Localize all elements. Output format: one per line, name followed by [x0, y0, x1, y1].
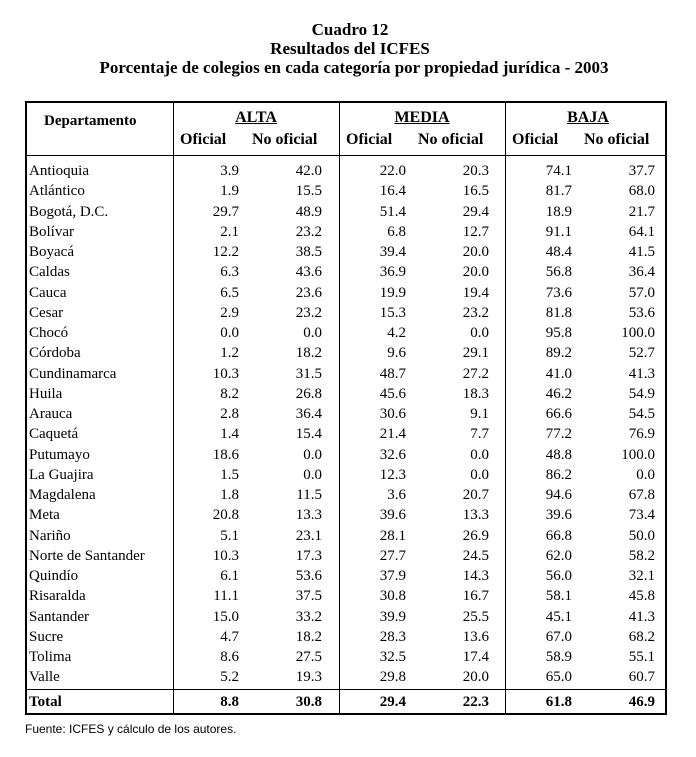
department-name: Cauca	[29, 284, 67, 301]
value-cell: 39.6	[379, 507, 406, 524]
value-cell: 9.1	[470, 406, 489, 422]
value-cell: 2.9	[220, 304, 239, 321]
value-cell: 45.8	[628, 588, 655, 605]
value-cell: 20.7	[462, 487, 489, 503]
value-cell: 16.4	[379, 183, 406, 200]
value-cell: 8.6	[220, 649, 239, 665]
value-cell: 28.3	[379, 628, 406, 645]
value-cell: 6.8	[387, 223, 406, 240]
value-cell: 1.9	[220, 183, 239, 200]
value-cell: 2.8	[220, 406, 239, 422]
value-cell: 62.0	[545, 547, 572, 564]
value-cell: 76.9	[628, 426, 655, 443]
value-cell: 42.0	[295, 163, 322, 179]
department-name: Atlántico	[29, 183, 85, 200]
value-cell: 65.0	[545, 669, 572, 686]
value-cell: 0.0	[470, 446, 489, 463]
value-cell: 26.8	[295, 385, 322, 402]
value-cell: 15.3	[379, 304, 406, 321]
value-cell: 68.2	[628, 628, 655, 645]
department-name: Chocó	[29, 325, 69, 341]
total-cell: 61.8	[545, 694, 572, 710]
value-cell: 0.0	[220, 325, 239, 341]
value-cell: 16.5	[462, 183, 489, 200]
value-cell: 26.9	[462, 527, 489, 544]
value-cell: 60.7	[628, 669, 655, 686]
table-row	[27, 384, 665, 404]
value-cell: 32.1	[628, 568, 655, 584]
value-cell: 64.1	[628, 223, 655, 240]
value-cell: 8.2	[220, 385, 239, 402]
value-cell: 19.9	[379, 284, 406, 301]
value-cell: 12.3	[379, 466, 406, 483]
value-cell: 81.7	[545, 183, 572, 200]
total-cell: 46.9	[628, 694, 655, 710]
value-cell: 15.0	[212, 608, 239, 625]
value-cell: 17.4	[462, 649, 489, 665]
value-cell: 25.5	[462, 608, 489, 625]
department-header: Departamento	[44, 113, 137, 129]
value-cell: 58.9	[545, 649, 572, 665]
table-title: Resultados del ICFES	[270, 39, 430, 58]
value-cell: 1.4	[220, 426, 239, 443]
value-cell: 20.0	[462, 669, 489, 686]
table-row	[27, 607, 665, 627]
value-cell: 37.5	[295, 588, 322, 605]
value-cell: 53.6	[628, 304, 655, 321]
value-cell: 73.4	[628, 507, 655, 524]
department-name: Tolima	[29, 649, 72, 665]
table-row	[27, 667, 665, 687]
table-subtitle: Porcentaje de colegios en cada categoría por propiedad jurídica - 2003	[99, 58, 609, 77]
department-name: Cundinamarca	[29, 365, 117, 382]
table-row	[27, 323, 665, 343]
value-cell: 48.9	[295, 203, 322, 220]
value-cell: 32.6	[379, 446, 406, 463]
value-cell: 20.3	[462, 163, 489, 179]
value-cell: 23.1	[295, 527, 322, 544]
table-row	[27, 343, 665, 363]
value-cell: 94.6	[545, 487, 572, 503]
value-cell: 51.4	[379, 203, 406, 220]
value-cell: 18.3	[462, 385, 489, 402]
table-row	[27, 181, 665, 201]
table-row	[27, 262, 665, 282]
value-cell: 27.7	[379, 547, 406, 564]
table-row	[27, 445, 665, 465]
value-cell: 5.2	[220, 669, 239, 686]
value-cell: 30.6	[379, 406, 406, 422]
value-cell: 21.7	[628, 203, 655, 220]
value-cell: 67.0	[545, 628, 572, 645]
header-separator	[27, 155, 665, 156]
table-row	[27, 242, 665, 262]
department-name: Meta	[29, 507, 60, 524]
table-body	[27, 161, 665, 688]
value-cell: 41.3	[628, 608, 655, 625]
alta-no-oficial-header: No oficial	[252, 131, 318, 148]
value-cell: 12.2	[212, 244, 239, 260]
value-cell: 11.1	[213, 588, 239, 605]
total-separator	[27, 689, 665, 690]
value-cell: 19.4	[462, 284, 489, 301]
value-cell: 52.7	[628, 345, 655, 362]
value-cell: 27.5	[295, 649, 322, 665]
value-cell: 81.8	[545, 304, 572, 321]
results-table	[25, 101, 667, 715]
value-cell: 95.8	[545, 325, 572, 341]
department-name: Valle	[29, 669, 60, 686]
table-row	[27, 627, 665, 647]
value-cell: 66.8	[545, 527, 572, 544]
value-cell: 18.9	[545, 203, 572, 220]
department-name: Nariño	[29, 527, 71, 544]
value-cell: 27.2	[462, 365, 489, 382]
total-cell: 29.4	[379, 694, 406, 710]
value-cell: 15.4	[295, 426, 322, 443]
value-cell: 16.7	[462, 588, 489, 605]
value-cell: 58.1	[545, 588, 572, 605]
department-name: Risaralda	[29, 588, 86, 605]
total-cell: 22.3	[462, 694, 489, 710]
department-name: Norte de Santander	[29, 547, 145, 564]
value-cell: 0.0	[470, 466, 489, 483]
value-cell: 24.5	[462, 547, 489, 564]
value-cell: 13.6	[462, 628, 489, 645]
group-alta-header: ALTA	[235, 109, 277, 126]
value-cell: 0.0	[303, 325, 322, 341]
total-row	[27, 691, 665, 713]
table-row	[27, 303, 665, 323]
value-cell: 77.2	[545, 426, 572, 443]
value-cell: 20.8	[212, 507, 239, 524]
department-name: Magdalena	[29, 487, 96, 503]
value-cell: 54.9	[628, 385, 655, 402]
alta-oficial-header: Oficial	[180, 131, 227, 148]
value-cell: 45.1	[545, 608, 572, 625]
value-cell: 23.2	[295, 223, 322, 240]
table-row	[27, 364, 665, 384]
table-row	[27, 161, 665, 181]
media-oficial-header: Oficial	[346, 131, 393, 148]
value-cell: 50.0	[628, 527, 655, 544]
value-cell: 23.6	[295, 284, 322, 301]
value-cell: 56.0	[545, 568, 572, 584]
department-name: Cesar	[29, 304, 64, 321]
value-cell: 86.2	[545, 466, 572, 483]
value-cell: 1.2	[220, 345, 239, 362]
value-cell: 0.0	[470, 325, 489, 341]
group-media-header: MEDIA	[394, 109, 450, 126]
value-cell: 29.7	[212, 203, 239, 220]
table-row	[27, 283, 665, 303]
value-cell: 37.9	[379, 568, 406, 584]
value-cell: 28.1	[379, 527, 406, 544]
value-cell: 48.7	[379, 365, 406, 382]
group-baja-header: BAJA	[567, 109, 609, 126]
table-row	[27, 222, 665, 242]
value-cell: 0.0	[303, 466, 322, 483]
department-name: Boyacá	[29, 244, 74, 260]
value-cell: 0.0	[303, 446, 322, 463]
value-cell: 20.0	[462, 244, 489, 260]
department-name: Huila	[29, 385, 63, 402]
value-cell: 56.8	[545, 264, 572, 281]
department-name: Putumayo	[29, 446, 90, 463]
value-cell: 6.5	[220, 284, 239, 301]
value-cell: 91.1	[545, 223, 572, 240]
department-name: Bolívar	[29, 223, 74, 240]
value-cell: 58.2	[628, 547, 655, 564]
value-cell: 6.3	[220, 264, 239, 281]
value-cell: 10.3	[212, 365, 239, 382]
table-row	[27, 526, 665, 546]
department-name: Bogotá, D.C.	[29, 203, 109, 220]
value-cell: 33.2	[295, 608, 322, 625]
value-cell: 5.1	[220, 527, 239, 544]
table-row	[27, 505, 665, 525]
source-note: Fuente: ICFES y cálculo de los autores.	[25, 722, 237, 736]
department-name: Antioquia	[29, 163, 89, 179]
value-cell: 39.9	[379, 608, 406, 625]
value-cell: 41.0	[545, 365, 572, 382]
value-cell: 89.2	[545, 345, 572, 362]
value-cell: 36.4	[295, 406, 322, 422]
value-cell: 67.8	[628, 487, 655, 503]
value-cell: 48.4	[545, 244, 572, 260]
value-cell: 46.2	[545, 385, 572, 402]
value-cell: 18.6	[212, 446, 239, 463]
table-row	[27, 485, 665, 505]
table-row	[27, 202, 665, 222]
value-cell: 37.7	[628, 163, 655, 179]
value-cell: 48.8	[545, 446, 572, 463]
value-cell: 13.3	[462, 507, 489, 524]
value-cell: 17.3	[295, 547, 322, 564]
value-cell: 2.1	[220, 223, 239, 240]
baja-no-oficial-header: No oficial	[584, 131, 650, 148]
value-cell: 15.5	[295, 183, 322, 200]
total-label: Total	[29, 694, 62, 710]
value-cell: 21.4	[379, 426, 406, 443]
value-cell: 38.5	[295, 244, 322, 260]
department-name: La Guajira	[29, 466, 94, 483]
value-cell: 36.9	[379, 264, 406, 281]
value-cell: 29.1	[462, 345, 489, 362]
value-cell: 3.6	[387, 487, 406, 503]
table-row	[27, 546, 665, 566]
value-cell: 0.0	[636, 466, 655, 483]
value-cell: 29.4	[462, 203, 489, 220]
value-cell: 45.6	[379, 385, 406, 402]
value-cell: 74.1	[545, 163, 572, 179]
value-cell: 6.1	[220, 568, 239, 584]
department-name: Quindío	[29, 568, 79, 584]
value-cell: 1.8	[220, 487, 239, 503]
department-name: Córdoba	[29, 345, 81, 362]
value-cell: 18.2	[295, 628, 322, 645]
value-cell: 36.4	[628, 264, 655, 281]
value-cell: 22.0	[379, 163, 406, 179]
value-cell: 7.7	[470, 426, 489, 443]
department-name: Sucre	[29, 628, 64, 645]
table-caption	[0, 20, 696, 78]
table-row	[27, 566, 665, 586]
table-row	[27, 465, 665, 485]
value-cell: 39.4	[379, 244, 406, 260]
table-row	[27, 424, 665, 444]
table-row	[27, 404, 665, 424]
value-cell: 4.2	[387, 325, 406, 341]
value-cell: 18.2	[295, 345, 322, 362]
value-cell: 4.7	[220, 628, 239, 645]
value-cell: 55.1	[628, 649, 655, 665]
value-cell: 23.2	[295, 304, 322, 321]
value-cell: 12.7	[462, 223, 489, 240]
value-cell: 41.3	[628, 365, 655, 382]
value-cell: 1.5	[220, 466, 239, 483]
value-cell: 100.0	[621, 325, 655, 341]
value-cell: 53.6	[295, 568, 322, 584]
value-cell: 39.6	[545, 507, 572, 524]
value-cell: 32.5	[379, 649, 406, 665]
value-cell: 57.0	[628, 284, 655, 301]
value-cell: 30.8	[379, 588, 406, 605]
value-cell: 10.3	[212, 547, 239, 564]
department-name: Arauca	[29, 406, 73, 422]
value-cell: 29.8	[379, 669, 406, 686]
value-cell: 23.2	[462, 304, 489, 321]
value-cell: 54.5	[628, 406, 655, 422]
value-cell: 66.6	[545, 406, 572, 422]
value-cell: 41.5	[628, 244, 655, 260]
department-name: Caquetá	[29, 426, 79, 443]
value-cell: 19.3	[295, 669, 322, 686]
table-number: Cuadro 12	[311, 20, 389, 39]
table-row	[27, 586, 665, 606]
media-no-oficial-header: No oficial	[418, 131, 484, 148]
department-name: Santander	[29, 608, 89, 625]
baja-oficial-header: Oficial	[512, 131, 559, 148]
total-cell: 30.8	[295, 694, 322, 710]
value-cell: 3.9	[220, 163, 239, 179]
value-cell: 14.3	[462, 568, 489, 584]
total-cell: 8.8	[220, 694, 239, 710]
table-row	[27, 647, 665, 667]
value-cell: 13.3	[295, 507, 322, 524]
value-cell: 20.0	[462, 264, 489, 281]
value-cell: 100.0	[621, 446, 655, 463]
value-cell: 68.0	[628, 183, 655, 200]
value-cell: 9.6	[387, 345, 406, 362]
value-cell: 43.6	[295, 264, 322, 281]
department-name: Caldas	[29, 264, 70, 281]
value-cell: 31.5	[295, 365, 322, 382]
value-cell: 73.6	[545, 284, 572, 301]
value-cell: 11.5	[296, 487, 322, 503]
